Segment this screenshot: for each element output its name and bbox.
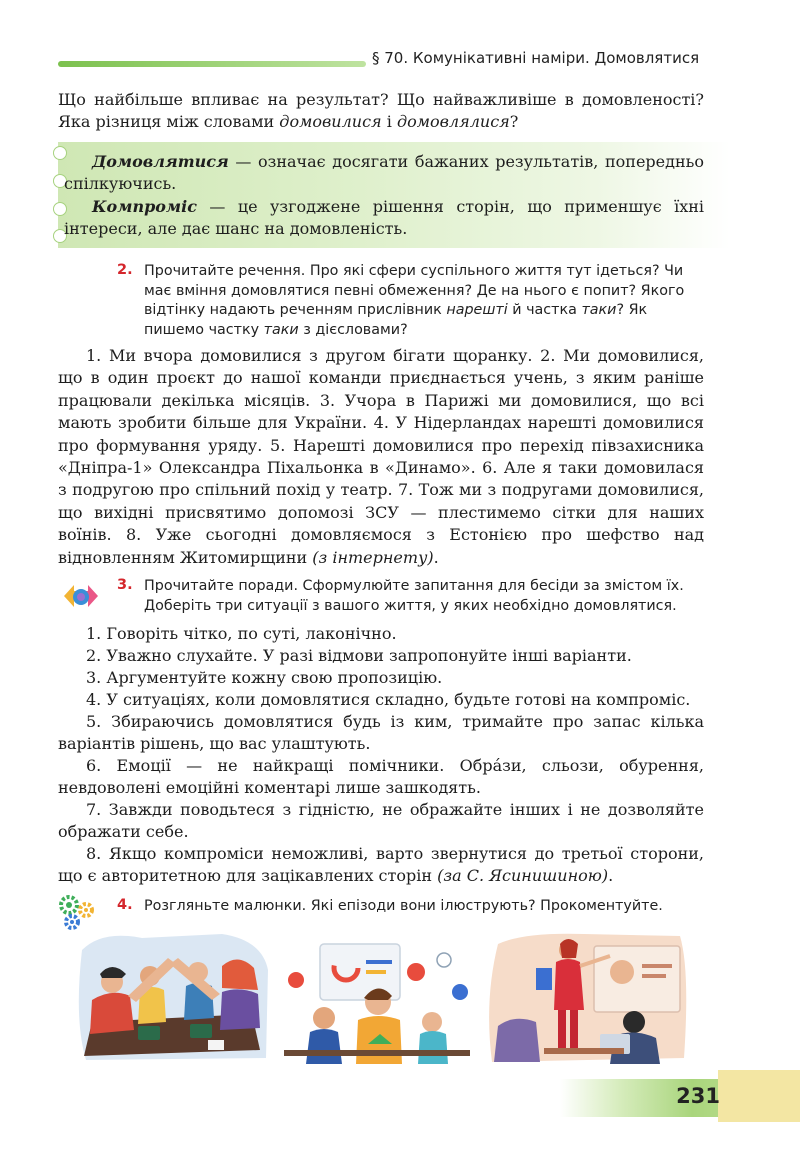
task-word: нарешті bbox=[446, 302, 508, 319]
task-word: таки bbox=[581, 302, 617, 319]
task-text: Прочитайте речення. Про які сфери суспільного життя тут ідеться? Чи має вміння домовлятися певні обмеження? Де на нього є попит? Якого відтінку надають реченням прислівник bbox=[144, 263, 685, 319]
definition-text: — це узгоджене рішення сторін, що применшує їхні інтереси, але дає шанс на домовленість. bbox=[64, 197, 704, 239]
exercise-2-sentences bbox=[58, 345, 704, 569]
tip-item: 6. Емоції — не найкращі помічники. Обра́зи, сльози, обурення, невдоволені емоційні коментарі лише зашкодять. bbox=[58, 756, 704, 798]
task-text: й частка bbox=[507, 302, 582, 319]
source-note: (з інтернету) bbox=[312, 547, 434, 567]
teamwork-ideas-illustration bbox=[284, 940, 470, 1064]
tip-item bbox=[58, 843, 704, 888]
tip-item: 1. Говоріть чітко, по суті, лаконічно. bbox=[86, 624, 397, 643]
section-title: § 70. Комунікативні наміри. Домовлятися bbox=[372, 49, 700, 67]
exercise-3-number: 3. bbox=[117, 577, 133, 593]
definition-negotiate bbox=[64, 151, 704, 196]
gears-icon bbox=[57, 893, 97, 931]
sentences-end: . bbox=[433, 547, 439, 567]
definition-compromise bbox=[64, 196, 704, 241]
tip-item: 7. Завжди поводьтеся з гідністю, не ображайте інших і не дозволяйте ображати себе. bbox=[58, 800, 704, 842]
definition-term: Домовлятися bbox=[92, 152, 229, 171]
intro-word-1: домовилися bbox=[279, 112, 382, 132]
tip-item: 5. Збираючись домовлятися будь із ким, тримайте про запас кілька варіантів рішень, що вас улаштують. bbox=[58, 712, 704, 754]
exercise-2-number: 2. bbox=[117, 262, 133, 278]
intro-questions bbox=[58, 89, 704, 134]
intro-text: Що найбільше впливає на результат? Що найважливіше в домовленості? Яка різниця між словами bbox=[58, 90, 704, 132]
exercise-2-task bbox=[144, 262, 706, 340]
page-corner-tab bbox=[718, 1070, 800, 1122]
source-note: (за С. Ясинишиною) bbox=[437, 866, 609, 886]
sentences-text: 1. Ми вчора домовилися з другом бігати щоранку. 2. Ми домовилися, що в один проєкт до нашої команди приєднається учень, з яким раніше працювали декілька місяців. 3. Учора в Парижі ми домовилися, що всі мають зробити більше для України. 4. У Нідерландах нарешті домовилися про формування уряду. 5. Нарешті домовилися про перехід півзахисника «Дніпра-1» Олександра Піхальонка в «Динамо». 6. Але я таки домовилася з подругою про спільний похід у театр. 7. Тож ми з подругами домовилися, що вихідні присвятимо допомозі ЗСУ — плестимемо сітки для наших воїнів. 8. Уже сьогодні домовляємося з Естонією про шефство над відновленням Житомирщини bbox=[58, 346, 704, 567]
dialogue-arrows-icon bbox=[60, 577, 102, 615]
definition-term: Компроміс bbox=[92, 197, 197, 216]
task-text: ? Як пишемо частку bbox=[144, 302, 648, 338]
exercise-4-number: 4. bbox=[117, 897, 133, 913]
exercise-3-task: Прочитайте поради. Сформулюйте запитання для бесіди за змістом їх. Доберіть три ситуації з вашого життя, у яких необхідно домовлятися. bbox=[144, 578, 684, 614]
tip-text: 8. Якщо компроміси неможливі, варто звернутися до третьої сторони, що є авторитетною для зацікавлених сторін bbox=[58, 844, 704, 886]
definition-text: — означає досягати бажаних результатів, попередньо спілкуючись. bbox=[64, 152, 704, 194]
page-number: 231 bbox=[676, 1084, 720, 1108]
task-text: з дієсловами? bbox=[298, 321, 408, 338]
header-rule bbox=[58, 61, 366, 67]
exercise-4-task: Розгляньте малюнки. Які епізоди вони ілюструють? Прокоментуйте. bbox=[144, 898, 663, 914]
presentation-illustration bbox=[484, 930, 692, 1066]
team-meeting-illustration bbox=[72, 930, 270, 1066]
intro-end: ? bbox=[509, 112, 519, 132]
intro-and: і bbox=[381, 112, 397, 132]
tip-item: 3. Аргументуйте кожну свою пропозицію. bbox=[86, 668, 443, 687]
task-word: таки bbox=[263, 321, 299, 338]
tip-end: . bbox=[608, 866, 614, 886]
tip-item: 4. У ситуаціях, коли домовлятися складно, будьте готові на компроміс. bbox=[86, 690, 691, 709]
intro-word-2: домовлялися bbox=[396, 112, 510, 132]
tip-item: 2. Уважно слухайте. У разі відмови запропонуйте інші варіанти. bbox=[86, 646, 632, 665]
